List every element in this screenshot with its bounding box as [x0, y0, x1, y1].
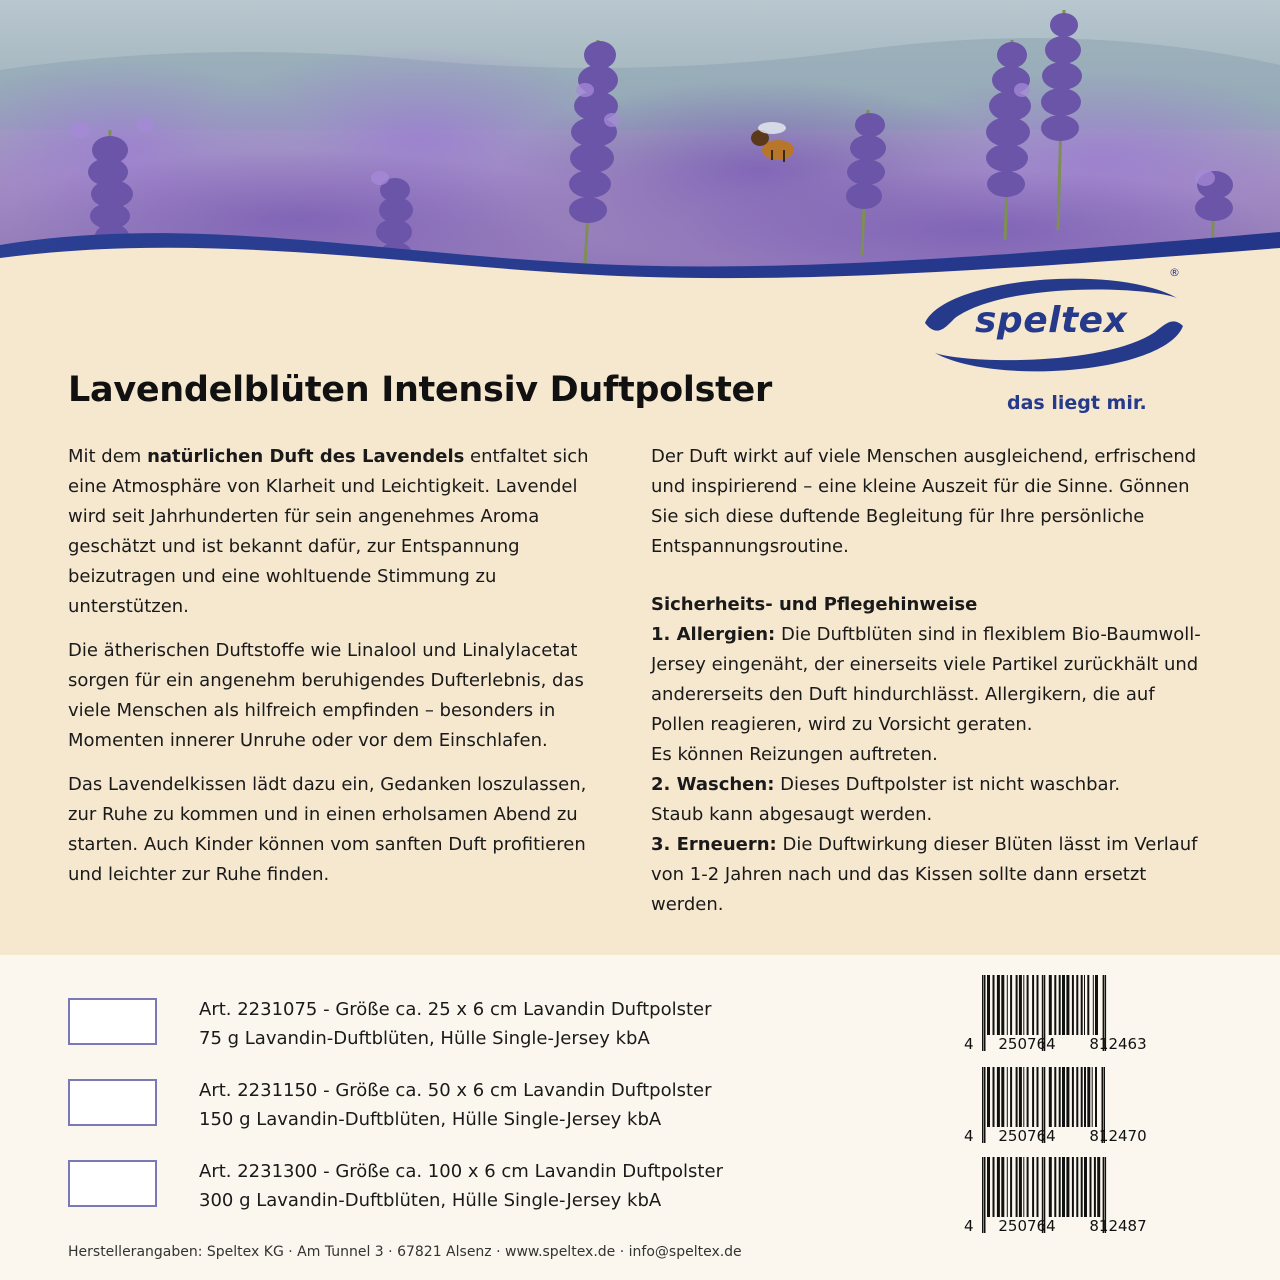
- barcode-bar: [1062, 975, 1065, 1035]
- article-row: [68, 998, 828, 1058]
- article-line-2: 150 g Lavandin-Duftblüten, Hülle Single-Jersey kbA: [199, 1109, 662, 1130]
- barcode-bar: [1001, 1067, 1004, 1127]
- article-description: [199, 1076, 712, 1134]
- article-line-1: Art. 2231300 - Größe ca. 100 x 6 cm Lavandin Duftpolster: [199, 1161, 723, 1182]
- ean-right-group: 812487: [1089, 1217, 1147, 1235]
- barcode-bar: [1019, 1067, 1022, 1127]
- ean-first-digit: 4: [964, 1035, 974, 1053]
- barcode-digits: [964, 1217, 1182, 1235]
- barcode-bar: [987, 1157, 990, 1217]
- renewal-label: 3. Erneuern:: [651, 834, 777, 855]
- right-text-column: [651, 442, 1211, 920]
- safety-item-renewal: [651, 834, 1198, 915]
- article-checkbox[interactable]: [68, 998, 157, 1045]
- barcode-bar: [1019, 975, 1022, 1035]
- barcode-bar: [1087, 1067, 1090, 1127]
- allergies-label: 1. Allergien:: [651, 624, 776, 645]
- barcode-bar: [1010, 1067, 1012, 1127]
- article-line-2: 300 g Lavandin-Duftblüten, Hülle Single-Jersey kbA: [199, 1190, 662, 1211]
- barcode-digits: [964, 1035, 1182, 1053]
- article-row: [68, 1160, 828, 1220]
- barcode-bar: [1007, 1157, 1008, 1217]
- article-checkbox[interactable]: [68, 1079, 157, 1126]
- safety-heading: Sicherheits- und Pflegehinweise: [651, 594, 978, 615]
- barcode-bar: [993, 975, 995, 1035]
- ean-left-group: 250764: [998, 1217, 1056, 1235]
- lavender-field-banner: [0, 0, 1280, 300]
- safety-item-washing: [651, 774, 1120, 795]
- barcode-bar: [1054, 975, 1056, 1035]
- ean-first-digit: 4: [964, 1217, 974, 1235]
- allergies-text: Die Duftblüten sind in flexiblem Bio-Baumwoll-Jersey eingenäht, der einerseits viele Partikel zurückhält und andererseits den Duft hindurchlässt. Allergikern, die auf Pollen reagieren, wird zu Vorsicht geraten.: [651, 624, 1201, 735]
- barcode-bar: [1019, 1157, 1022, 1217]
- barcode-bar: [1072, 1067, 1074, 1127]
- barcode-bar: [1059, 975, 1061, 1035]
- barcode-bar: [1095, 975, 1098, 1035]
- article-description: [199, 1157, 723, 1215]
- barcode-bar: [1072, 975, 1074, 1035]
- barcode-bar: [1049, 975, 1052, 1035]
- barcode-bar: [1032, 975, 1034, 1035]
- barcode-bar: [1076, 975, 1078, 1035]
- barcode-bar: [1016, 1067, 1018, 1127]
- barcode-bar: [997, 975, 1000, 1035]
- ean-left-group: 250764: [998, 1035, 1056, 1053]
- barcode-digits: [964, 1127, 1182, 1145]
- washing-label: 2. Waschen:: [651, 774, 775, 795]
- barcode-bar: [1032, 1157, 1034, 1217]
- barcode-bar: [1094, 1157, 1096, 1217]
- barcode-bar: [1007, 975, 1008, 1035]
- speltex-logo: [915, 268, 1195, 418]
- lavender-field-image: [0, 0, 1280, 300]
- barcode-bar: [1016, 1157, 1018, 1217]
- left-text-column: [68, 442, 608, 904]
- effect-paragraph: Der Duft wirkt auf viele Menschen ausgleichend, erfrischend und inspirierend – eine kleine Auszeit für die Sinne. Gönnen Sie sich diese duftende Begleitung für Ihre persönliche Entspannungsroutine.: [651, 446, 1197, 557]
- article-line-2: 75 g Lavandin-Duftblüten, Hülle Single-Jersey kbA: [199, 1028, 650, 1049]
- barcode-bar: [993, 1067, 995, 1127]
- barcode-bar: [1010, 975, 1012, 1035]
- scent-paragraph: Die ätherischen Duftstoffe wie Linalool und Linalylacetat sorgen für ein angenehm beruhigendes Dufterlebnis, das viele Menschen als hilfreich empfinden – besonders in Momenten innerer Unruhe oder vor dem Einschlafen.: [68, 640, 584, 751]
- barcode-bar: [1016, 975, 1018, 1035]
- barcode-bar: [993, 1157, 995, 1217]
- barcode-bar: [1037, 975, 1039, 1035]
- safety-section: [651, 590, 1211, 920]
- intro-text-start: Mit dem: [68, 446, 148, 467]
- barcode-bar: [1059, 1067, 1061, 1127]
- barcode-bar: [1076, 1067, 1078, 1127]
- barcode-bar: [1072, 1157, 1074, 1217]
- barcode-bar: [1027, 1157, 1029, 1217]
- barcode-bar: [1027, 975, 1029, 1035]
- barcode-bar: [1037, 1067, 1039, 1127]
- barcode-bar: [1076, 1157, 1078, 1217]
- barcode-bar: [1066, 1067, 1069, 1127]
- washing-extra: Staub kann abgesaugt werden.: [651, 804, 933, 825]
- barcode-bar: [1049, 1067, 1052, 1127]
- barcode-bar: [1023, 1157, 1024, 1217]
- barcode-bar: [1062, 1067, 1065, 1127]
- barcode-bar: [997, 1067, 1000, 1127]
- barcode-bar: [1027, 1067, 1029, 1127]
- article-line-1: Art. 2231075 - Größe ca. 25 x 6 cm Lavandin Duftpolster: [199, 999, 712, 1020]
- ean-right-group: 812463: [1089, 1035, 1147, 1053]
- article-row: [68, 1079, 828, 1139]
- barcode-bar: [1023, 1067, 1024, 1127]
- manufacturer-info: Herstellerangaben: Speltex KG · Am Tunnel 3 · 67821 Alsenz · www.speltex.de · info@speltex.de: [68, 1244, 742, 1260]
- barcode-bar: [1097, 1157, 1100, 1217]
- barcode: [964, 1157, 1182, 1239]
- intro-paragraph: [68, 442, 608, 622]
- barcode: [964, 975, 1182, 1057]
- ean-left-group: 250764: [998, 1127, 1056, 1145]
- article-checkbox[interactable]: [68, 1160, 157, 1207]
- barcode-bar: [1032, 1067, 1034, 1127]
- barcode-bar: [1087, 975, 1089, 1035]
- barcode-bar: [987, 1067, 990, 1127]
- logo-wordmark: speltex: [975, 300, 1128, 341]
- barcode-bar: [1037, 1157, 1039, 1217]
- barcode-bar: [1001, 975, 1004, 1035]
- allergies-extra: Es können Reizungen auftreten.: [651, 744, 938, 765]
- barcode-bar: [1081, 1067, 1083, 1127]
- barcode-bar: [1062, 1157, 1065, 1217]
- barcode-bar: [1054, 1067, 1056, 1127]
- registered-mark: ®: [1169, 266, 1180, 279]
- ean-right-group: 812470: [1089, 1127, 1147, 1145]
- renewal-text: Die Duftwirkung dieser Blüten lässt im Verlauf von 1-2 Jahren nach und das Kissen sollte dann ersetzt werden.: [651, 834, 1198, 915]
- safety-item-allergies: [651, 624, 1201, 735]
- barcode-bar: [1081, 975, 1083, 1035]
- intro-text-end: entfaltet sich eine Atmosphäre von Klarheit und Leichtigkeit. Lavendel wird seit Jahrhunderten für sein angenehmes Aroma geschätzt und ist bekannt dafür, zur Entspannung beizutragen und eine wohltuende Stimmung zu unterstützen.: [68, 446, 589, 617]
- barcode-bar: [1010, 1157, 1012, 1217]
- barcode-bar: [1095, 1067, 1097, 1127]
- barcode-bar: [1084, 1067, 1086, 1127]
- article-description: [199, 995, 712, 1053]
- barcode: [964, 1067, 1182, 1149]
- intro-text-bold: natürlichen Duft des Lavendels: [147, 446, 465, 467]
- barcode-bar: [1059, 1157, 1061, 1217]
- barcode-bar: [1007, 1067, 1008, 1127]
- barcode-bar: [1054, 1157, 1056, 1217]
- barcode-bar: [1084, 975, 1085, 1035]
- barcode-bar: [1066, 1157, 1069, 1217]
- barcode-bar: [1023, 975, 1024, 1035]
- barcode-bar: [1092, 1067, 1093, 1127]
- barcode-bar: [997, 1157, 1000, 1217]
- barcode-bar: [987, 975, 990, 1035]
- article-line-1: Art. 2231150 - Größe ca. 50 x 6 cm Lavandin Duftpolster: [199, 1080, 712, 1101]
- barcode-bar: [1093, 975, 1094, 1035]
- ean-first-digit: 4: [964, 1127, 974, 1145]
- washing-text: Dieses Duftpolster ist nicht waschbar.: [774, 774, 1121, 795]
- cushion-paragraph: Das Lavendelkissen lädt dazu ein, Gedanken loszulassen, zur Ruhe zu kommen und in einen erholsamen Abend zu starten. Auch Kinder können vom sanften Duft profitieren und leichter zur Ruhe finden.: [68, 774, 587, 885]
- barcode-bar: [1090, 1157, 1092, 1217]
- barcode-bar: [1066, 975, 1069, 1035]
- logo-tagline: das liegt mir.: [1007, 392, 1147, 414]
- barcode-bar: [1049, 1157, 1052, 1217]
- barcode-bar: [1081, 1157, 1083, 1217]
- barcode-bar: [1001, 1157, 1004, 1217]
- page-title: Lavendelblüten Intensiv Duftpolster: [68, 370, 772, 410]
- barcode-bar: [1084, 1157, 1087, 1217]
